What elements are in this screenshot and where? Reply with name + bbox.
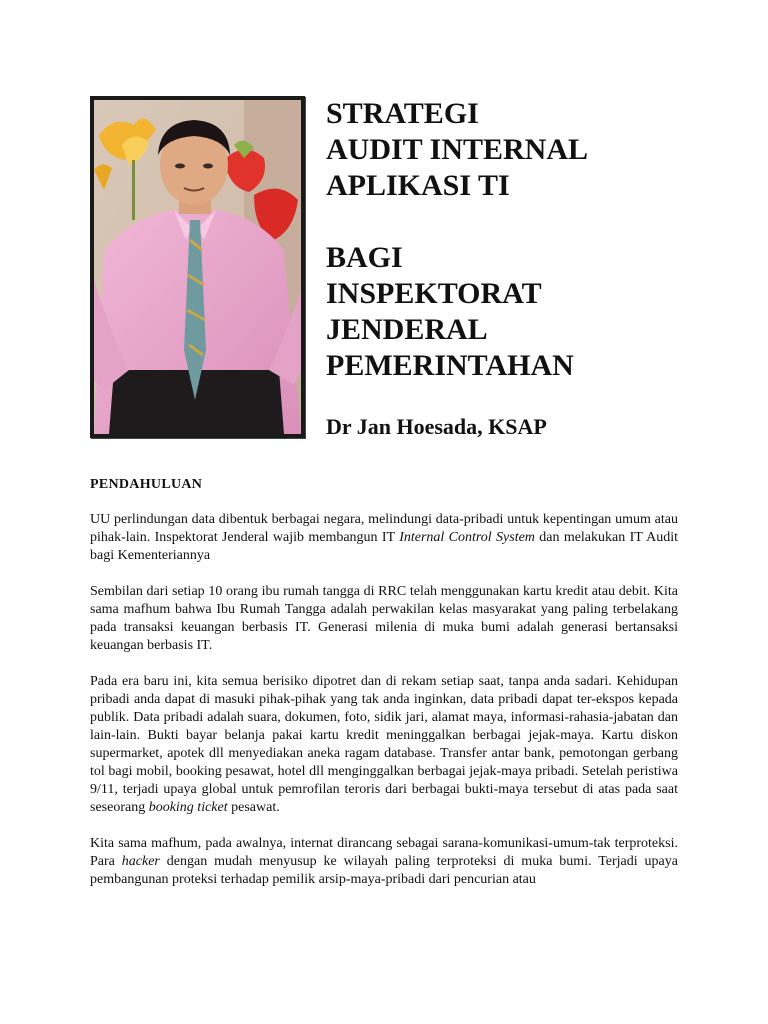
author-portrait-image [94, 100, 301, 434]
title-line: PEMERINTAHAN [326, 349, 574, 382]
text-run: dengan mudah menyusup ke wilayah paling terproteksi di muka bumi. Terjadi upaya pembangunan proteksi terhadap pemilik arsip-maya-pribadi dari pencurian atau [90, 854, 678, 887]
author-name: Dr Jan Hoesada, KSAP [326, 414, 547, 439]
paragraph [90, 511, 678, 565]
author-photo [90, 96, 305, 438]
paragraph [90, 835, 678, 889]
title-line: AUDIT INTERNAL [326, 133, 589, 166]
text-run: Sembilan dari setiap 10 orang ibu rumah tangga di RRC telah menggunakan kartu kredit atau debit. Kita sama mafhum bahwa Ibu Rumah Tangga adalah perwakilan kelas masyarakat yang paling terbelakang pada transaksi keuangan berbasis IT. Generasi milenia di muka bumi adalah generasi bertansaksi keuangan berbasis IT. [90, 584, 678, 653]
text-run: dan melakukan IT Audit bagi Kementeriannya [90, 530, 678, 563]
paragraph [90, 673, 678, 817]
italic-term: booking ticket [148, 800, 228, 815]
section-heading: PENDAHULUAN [90, 477, 203, 492]
title-line: APLIKASI TI [326, 169, 510, 202]
text-run: UU perlindungan data dibentuk berbagai negara, melindungi data-pribadi untuk kepentingan umum atau pihak-lain. Inspektorat Jenderal wajib membangun IT [90, 512, 678, 545]
paragraph [90, 583, 678, 655]
title-line: JENDERAL [326, 313, 488, 346]
title-main [326, 96, 726, 204]
body-text [90, 511, 678, 907]
title-line: INSPEKTORAT [326, 277, 542, 310]
document-title [326, 96, 726, 384]
text-run: Pada era baru ini, kita semua berisiko dipotret dan di rekam setiap saat, tanpa anda sadari. Kehidupan pribadi anda dapat di masuki pihak-pihak yang tak anda inginkan, data pribadi dapat ter-ekspos kepada publik. Data pribadi adalah suara, dokumen, foto, sidik jari, alamat maya, informasi-rahasia-jabatan dan lain-lain. Bukti bayar belanja pakai kartu kredit meninggalkan berbagai jejak-maya. Kartu diskon supermarket, apotek dll menyediakan aneka ragam database. Transfer antar bank, pemotongan gerbang tol bagi mobil, booking pesawat, hotel dll menginggalkan berbagai jejak-maya pribadi. Setelah peristiwa 9/11, terjadi upaya global untuk pemrofilan teroris dari berbagai bukti-maya tersebut di atas pada saat seseorang [90, 674, 678, 815]
text-run: Kita sama mafhum, pada awalnya, internat dirancang sebagai sarana-komunikasi-umum-tak terproteksi. Para [90, 836, 678, 869]
italic-term: Internal Control System [399, 530, 535, 545]
title-line: STRATEGI [326, 97, 479, 130]
title-line: BAGI [326, 241, 403, 274]
title-subtitle [326, 240, 726, 384]
text-run: pesawat. [227, 800, 280, 815]
italic-term: hacker [121, 854, 160, 869]
